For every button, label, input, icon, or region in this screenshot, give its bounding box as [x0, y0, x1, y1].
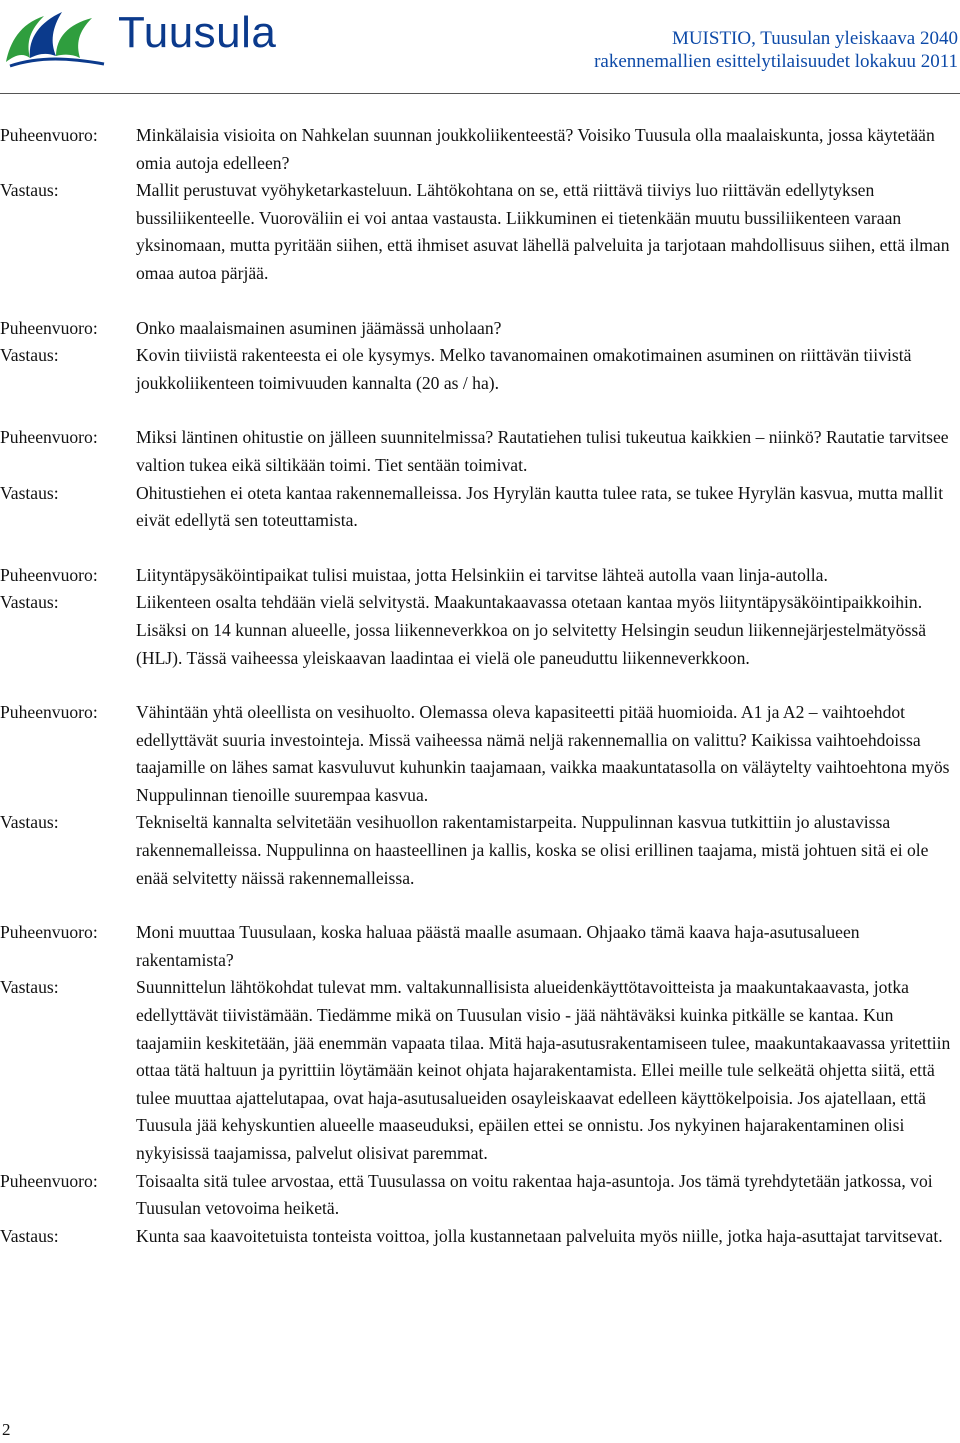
statement-text: Mallit perustuvat vyöhyketarkasteluun. Lähtökohtana on se, että riittävä tiiviys luo riittävän edellytyksen bussiliikenteelle. Vuoroväliin ei voi antaa vastausta. Liikkuminen ei tietenkään muutu bussiliikenteen varaan yksinomaan, mutta pyritään siihen, että ihmiset asuvat lähellä palveluita ja tarjotaan mahdollisuus siihen, että ilman omaa autoa pärjää.: [136, 180, 950, 283]
speaker-label: Vastaus:: [0, 812, 59, 833]
document-title: [594, 27, 958, 73]
statement-text: Kunta saa kaavoitetuista tonteista voittoa, jolla kustannetaan palveluita myös niille, jotka haja-asuttajat tarvitsevat.: [136, 1225, 943, 1246]
speaker-label: Vastaus:: [0, 592, 59, 613]
qa-row: [0, 177, 960, 287]
qa-row: [0, 1168, 960, 1223]
speaker-label: Vastaus:: [0, 977, 59, 998]
qa-row: [0, 424, 960, 479]
qa-block: [0, 315, 960, 398]
speaker-label: Puheenvuoro:: [0, 1170, 98, 1191]
qa-row: [0, 1223, 960, 1251]
page-number: 2: [2, 1420, 11, 1439]
speaker-label: Vastaus:: [0, 345, 59, 366]
statement-text: Suunnittelun lähtökohdat tulevat mm. valtakunnallisista alueidenkäyttötavoitteista ja maakuntakaavasta, jotka edellyttävät tiivistämään. Tiedämme mikä on Tuusulan visio - jää nähtäväksi kuinka pitkälle se kantaa. Kun taajamiin keskitetään, jää enemmän vapaata tilaa. Mitä haja-asutusrakentamiseen tulee, maakuntakaavassa yritettiin ottaa tätä haltuun ja pyrittiin löytämään keinot ohjata hajarakentamista. Ellei meille tule selkeätä ohjetta siitä, että tulee muuttaa ajattelutapaa, ovat haja-asutusalueiden osayleiskaavat edelleen käyttökelpoisia. Jos ajatellaan, että Tuusula jää kehyskuntien alueelle maaseuduksi, epäilen ettei se onnistu. Jos nykyinen hajarakentaminen olisi nykyisissä taajamissa, palvelut olisivat paremmat.: [136, 977, 951, 1163]
qa-row: [0, 315, 960, 343]
speaker-label: Puheenvuoro:: [0, 564, 98, 585]
title-line-2: rakennemallien esittelytilaisuudet lokakuu 2011: [594, 51, 958, 72]
speaker-label: Vastaus:: [0, 1225, 59, 1246]
statement-text: Toisaalta sitä tulee arvostaa, että Tuusulassa on voitu rakentaa haja-asuntoja. Jos tämä tyrehdytetään jatkossa, voi Tuusulan vetovoima heiketä.: [136, 1170, 933, 1219]
qa-block: [0, 424, 960, 534]
statement-text: Ohitustiehen ei oteta kantaa rakennemalleissa. Jos Hyrylän kautta tulee rata, se tukee Hyrylän kasvua, mutta mallit eivät edellytä sen toteuttamista.: [136, 482, 944, 531]
leaf-emblem-icon: [0, 2, 112, 74]
speaker-label: Vastaus:: [0, 482, 59, 503]
qa-row: [0, 919, 960, 974]
title-line-1: MUISTIO, Tuusulan yleiskaava 2040: [671, 28, 958, 49]
statement-text: Moni muuttaa Tuusulaan, koska haluaa päästä maalle asumaan. Ohjaako tämä kaava haja-asutusalueen rakentamista?: [136, 922, 860, 970]
memo-content: [0, 122, 960, 1277]
qa-row: [0, 342, 960, 397]
tuusula-logo: [0, 2, 276, 74]
statement-text: Onko maalaismainen asuminen jäämässä unholaan?: [136, 317, 502, 338]
statement-text: Kovin tiiviistä rakenteesta ei ole kysymys. Melko tavanomainen omakotimainen asuminen on riittävän tiivistä joukkoliikenteen toimivuuden kannalta (20 as / ha).: [136, 345, 912, 393]
statement-text: Tekniseltä kannalta selvitetään vesihuollon rakentamistarpeita. Nuppulinnan kasvua tutkittiin jo alustavissa rakennemalleissa. Nuppulinna on haasteellinen ja kallis, koska se olisi erillinen taajama, mistä johtuen sitä ei ole enää selvitetty näissä rakennemalleissa.: [136, 812, 929, 888]
qa-row: [0, 122, 960, 177]
statement-text: Vähintään yhtä oleellista on vesihuolto. Olemassa oleva kapasiteetti pitää huomioida. A1 ja A2 – vaihtoehdot edellyttävät suuria investointeja. Missä vaiheessa nämä neljä rakennemallia on valittu? Kaikissa vaihtoehdoissa taajamille on lähes samat kasvuluvut kuhunkin taajamaan, vaikka maakuntatasolla on väläytelty vaihtoehtona myös Nuppulinnan tienoille suurempaa kasvua.: [136, 702, 950, 805]
speaker-label: Puheenvuoro:: [0, 125, 98, 145]
qa-row: [0, 974, 960, 1167]
speaker-label: Puheenvuoro:: [0, 702, 98, 723]
page-header: [0, 0, 960, 92]
qa-block: [0, 699, 960, 892]
qa-block: [0, 122, 960, 288]
statement-text: Liityntäpysäköintipaikat tulisi muistaa, jotta Helsinkiin ei tarvitse lähteä autolla vaan linja-autolla.: [136, 564, 828, 585]
header-divider: [0, 93, 960, 94]
speaker-label: Puheenvuoro:: [0, 922, 98, 943]
statement-text: Liikenteen osalta tehdään vielä selvitystä. Maakuntakaavassa otetaan kantaa myös liityntäpysäköintipaikkoihin. Lisäksi on 14 kunnan alueelle, jossa liikenneverkkoa on jo selvitetty Helsingin seudun liikennejärjestelmätyössä (HLJ). Tässä vaiheessa yleiskaavan laadintaa ei vielä ole paneuduttu liikenneverkkoon.: [136, 592, 927, 668]
qa-row: [0, 809, 960, 892]
speaker-label: Vastaus:: [0, 180, 59, 201]
statement-text: Miksi läntinen ohitustie on jälleen suunnitelmissa? Rautatiehen tulisi tukeutua kaikkien – niinkö? Rautatie tarvitsee valtion tukea eikä siltikään toimi. Tiet sentään toimivat.: [136, 427, 949, 475]
statement-text: Minkälaisia visioita on Nahkelan suunnan joukkoliikenteestä? Voisiko Tuusula olla maalaiskunta, jossa käytetään omia autoja edelleen?: [136, 125, 935, 173]
qa-block: [0, 919, 960, 1250]
speaker-label: Puheenvuoro:: [0, 427, 98, 448]
qa-row: [0, 589, 960, 672]
brand-name: Tuusula: [118, 8, 277, 57]
qa-row: [0, 699, 960, 809]
qa-row: [0, 480, 960, 535]
qa-block: [0, 562, 960, 672]
speaker-label: Puheenvuoro:: [0, 317, 98, 338]
qa-row: [0, 562, 960, 590]
